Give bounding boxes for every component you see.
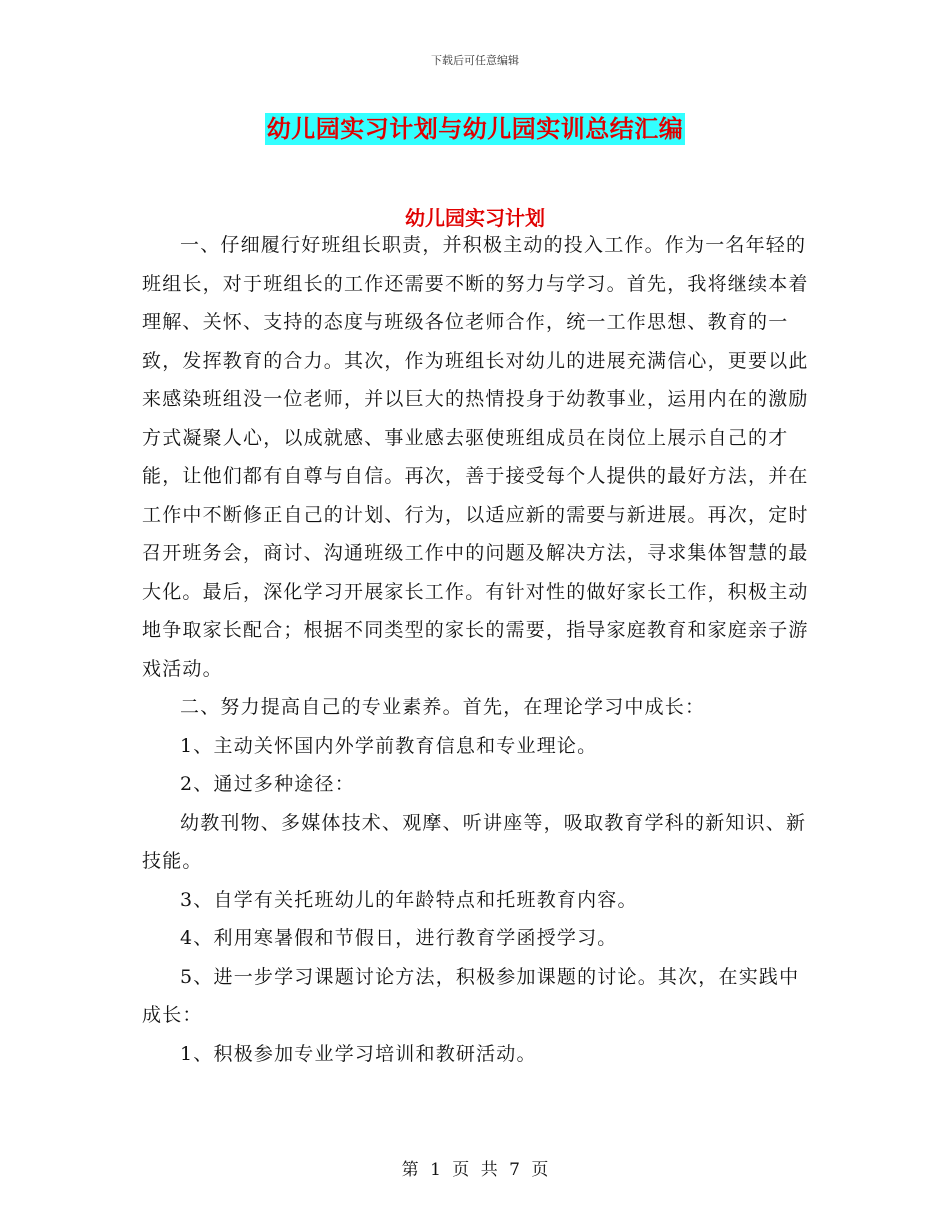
section-title: 幼儿园实习计划	[405, 206, 545, 230]
paragraph: 幼教刊物、多媒体技术、观摩、听讲座等，吸取教育学科的新知识、新技能。	[142, 811, 807, 872]
page-footer: 第 1 页 共 7 页	[401, 1160, 549, 1180]
document-title	[0, 113, 950, 145]
paragraph: 5、进一步学习课题讨论方法，积极参加课题的讨论。其次，在实践中成长：	[142, 965, 800, 1026]
paragraph: 1、主动关怀国内外学前教育信息和专业理论。	[180, 734, 598, 757]
document-body	[142, 226, 810, 1073]
paragraph: 3、自学有关托班幼儿的年龄特点和托班教育内容。	[180, 888, 638, 911]
paragraph: 2、通过多种途径：	[180, 773, 355, 795]
header-note: 下载后可任意编辑	[431, 54, 519, 67]
paragraph: 4、利用寒暑假和节假日，进行教育学函授学习。	[180, 927, 618, 949]
paragraph: 1、积极参加专业学习培训和教研活动。	[180, 1042, 537, 1065]
paragraph: 一、仔细履行好班组长职责，并积极主动的投入工作。作为一名年轻的班组长，对于班组长的工作还需要不断的努力与学习。首先，我将继续本着理解、关怀、支持的态度与班级各位老师合作，统一工作思想、教育的一致，发挥教育的合力。其次，作为班组长对幼儿的进展充满信心，更要以此来感染班组没一位老师，并以巨大的热情投身于幼教事业，运用内在的激励方式凝聚人心，以成就感、事业感去驱使班组成员在岗位上展示自己的才能，让他们都有自尊与自信。再次，善于接受每个人提供的最好方法，并在工作中不断修正自己的计划、行为，以适应新的需要与新进展。再次，定时召开班务会，商讨、沟通班级工作中的问题及解决方法，寻求集体智慧的最大化。最后，深化学习开展家长工作。有针对性的做好家长工作，积极主动地争取家长配合；根据不同类型的家长的需要，指导家庭教育和家庭亲子游戏活动。	[142, 234, 809, 680]
paragraph: 二、努力提高自己的专业素养。首先，在理论学习中成长：	[180, 696, 706, 718]
document-title-text: 幼儿园实习计划与幼儿园实训总结汇编	[266, 115, 684, 143]
